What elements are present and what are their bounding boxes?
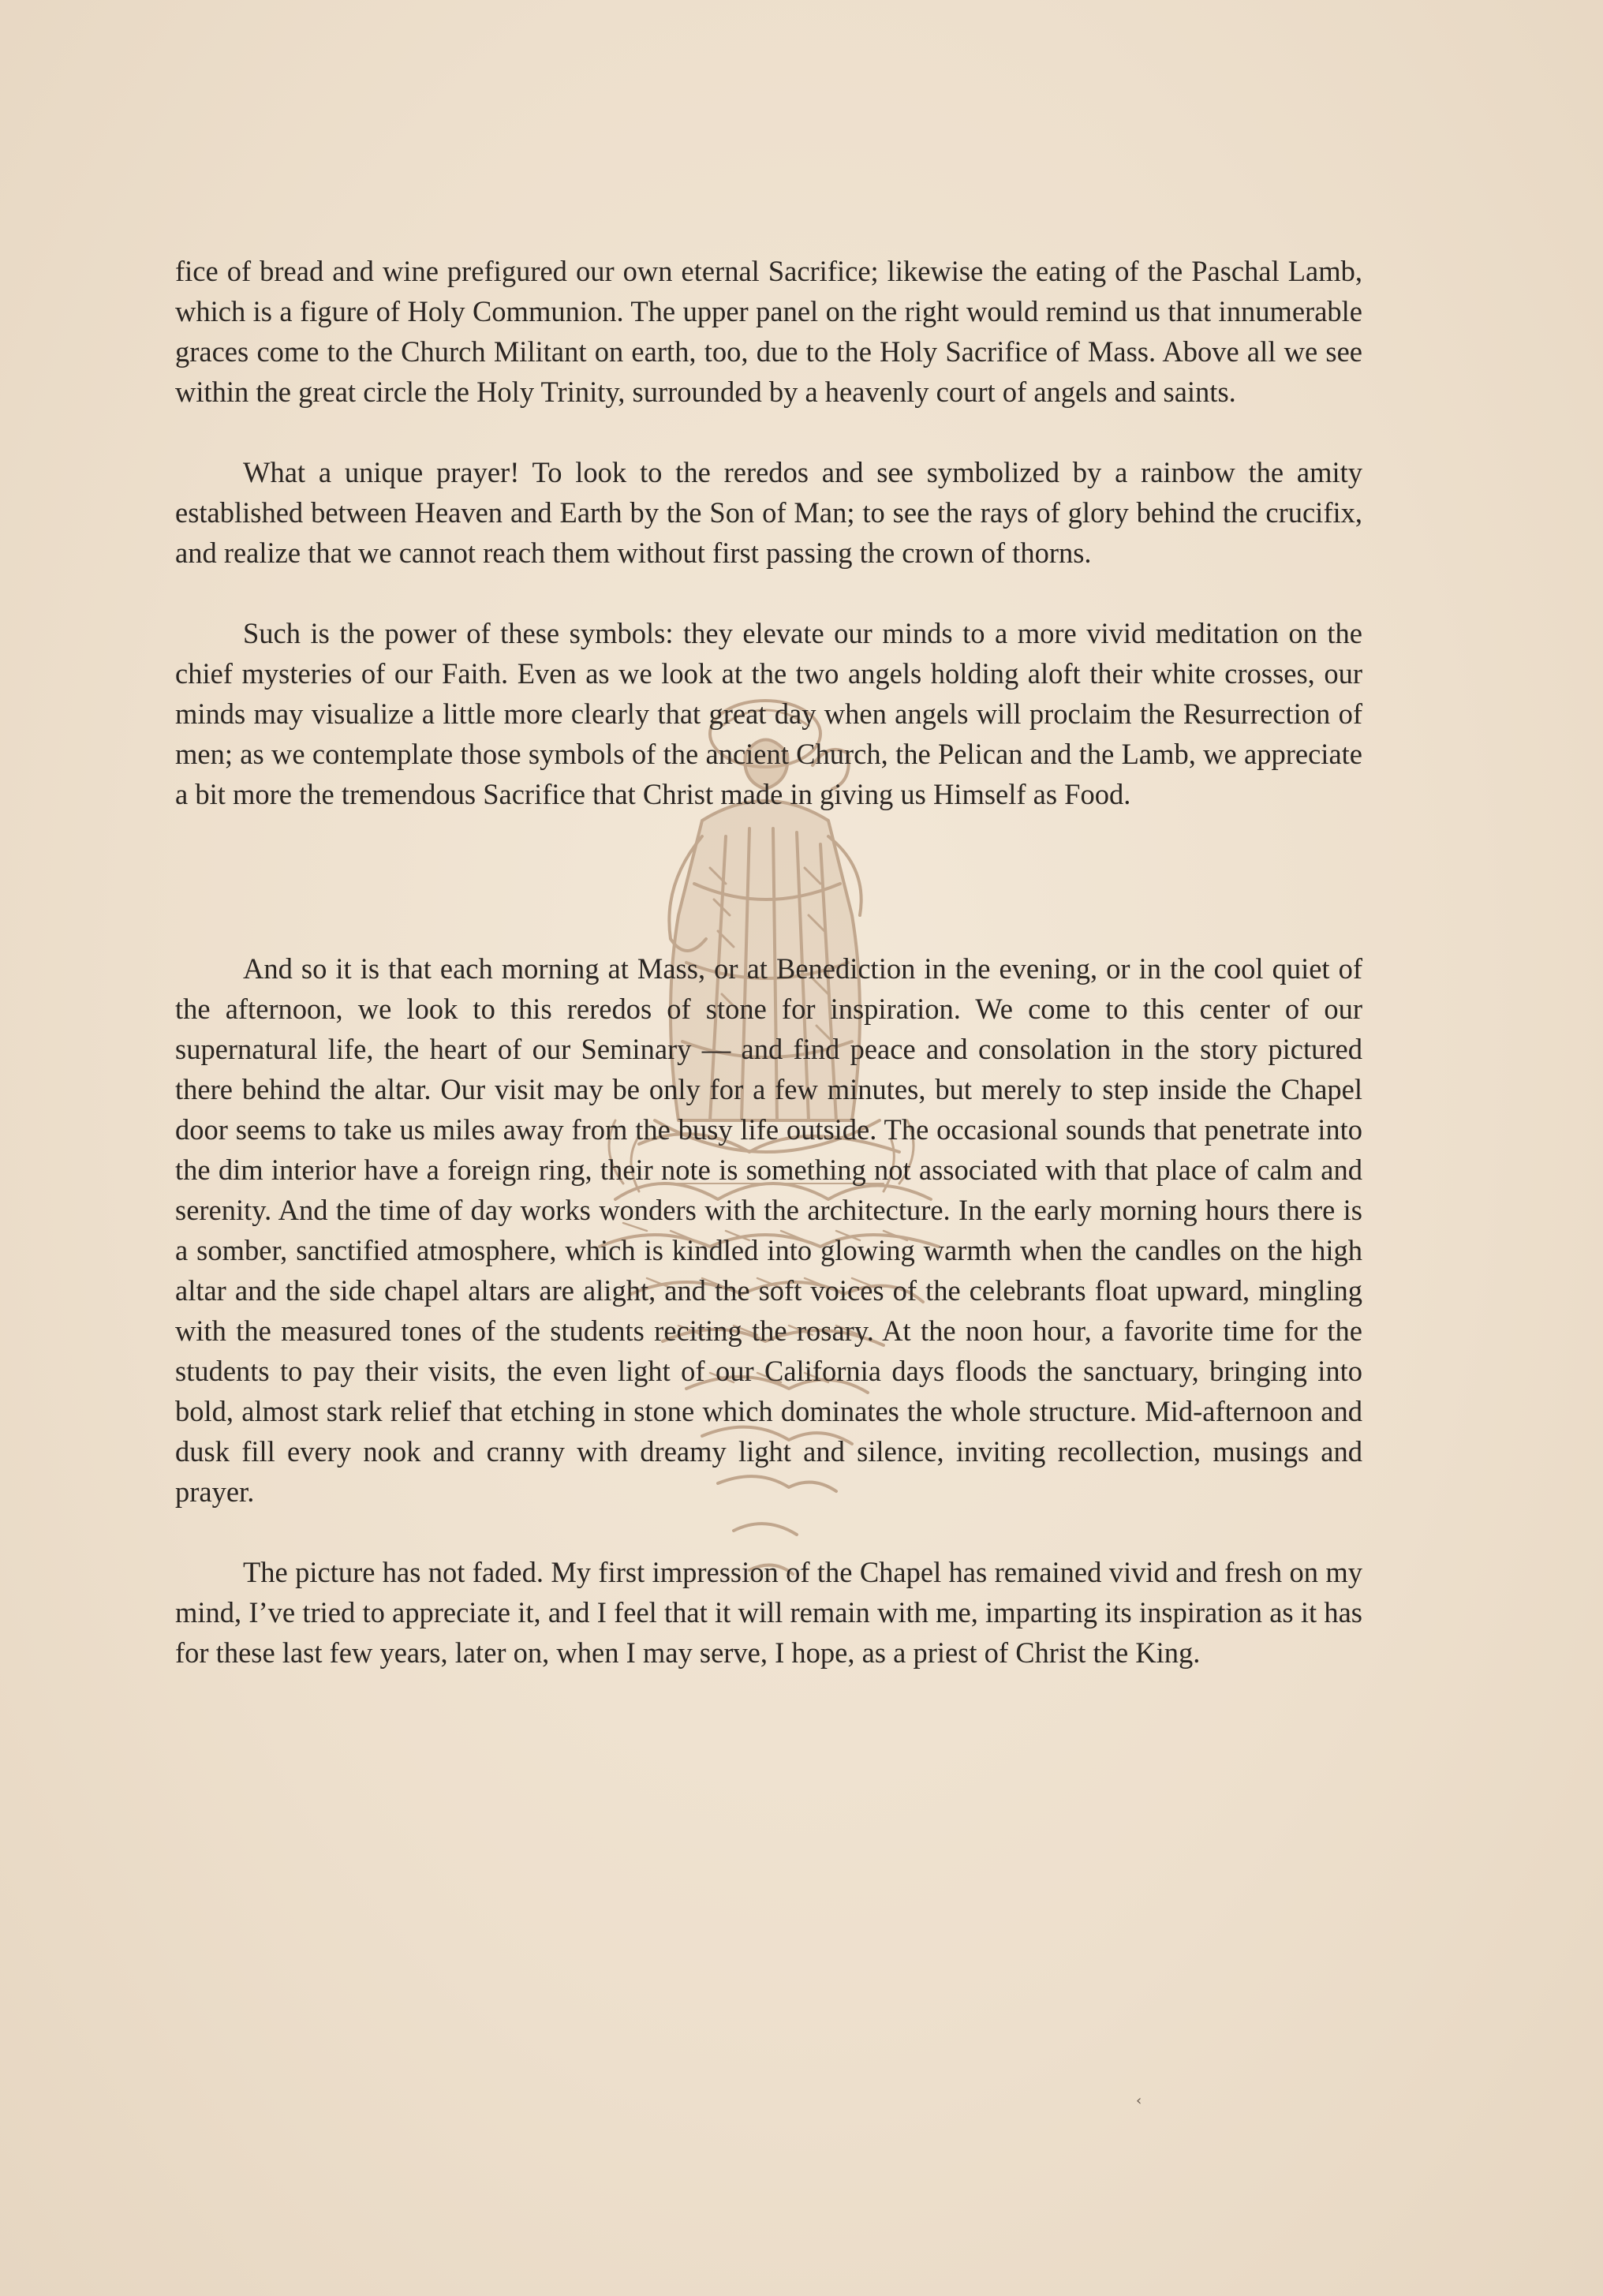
paragraph-1: fice of bread and wine prefigured our own eternal Sacrifice; likewise the eating of the Paschal Lamb, which is a figure of Holy Communion. The upper panel on the right would remind us that innumerable graces come to the Church Militant on earth, too, due to the Holy Sacrifice of Mass. Above all we see within the great circle the Holy Trinity, surrounded by a heavenly court of angels and saints. xyxy=(175,255,1362,408)
paragraph-4: And so it is that each morning at Mass, or at Benediction in the evening, or in the cool quiet of the afternoon, we look to this reredos of stone for inspiration. We come to this center of our supernatural life, the heart of our Seminary — and find peace and consolation in the story pictured there behind the altar. Our visit may be only for a few minutes, but merely to step inside the Chapel door seems to take us miles away from the busy life outside. The occasional sounds that penetrate into the dim interior have a foreign ring, their note is something not associated with that place of calm and serenity. And the time of day works wonders with the architecture. In the early morning hours there is a somber, sanctified atmosphere, which is kindled into glowing warmth when the candles on the high altar and the side chapel altars are alight, and the soft voices of the celebrants float upward, mingling with the measured tones of the students reciting the rosary. At the noon hour, a favorite time for the students to pay their visits, the even light of our California days floods the sanctuary, bringing into bold, almost stark relief that etching in stone which dominates the whole structure. Mid-afternoon and dusk fill every nook and cranny with dreamy light and silence, inviting recollection, musings and prayer. xyxy=(175,952,1362,1508)
paragraph-3: Such is the power of these symbols: they elevate our minds to a more vivid meditation on the chief mysteries of our Faith. Even as we look at the two angels holding aloft their white crosses, our minds may visualize a little more clearly that great day when angels will proclaim the Resurrection of men; as we contemplate those symbols of the ancient Church, the Pelican and the Lamb, we appreciate a bit more the tremendous Sacrifice that Christ made in giving us Himself as Food. xyxy=(175,617,1362,810)
paragraph-5: The picture has not faded. My first impression of the Chapel has remained vivid and fresh on my mind, I’ve tried to appreciate it, and I feel that it will remain with me, imparting its inspiration as it has for these last few years, later on, when I may serve, I hope, as a priest of Christ the King. xyxy=(175,1556,1362,1669)
paragraph-2: What a unique prayer! To look to the reredos and see symbolized by a rainbow the amity established between Heaven and Earth by the Son of Man; to see the rays of glory behind the crucifix, and realize that we cannot reach them without first passing the crown of thorns. xyxy=(175,456,1362,569)
page-mark: ‹ xyxy=(1136,2092,1142,2109)
body-text xyxy=(175,251,1362,1673)
